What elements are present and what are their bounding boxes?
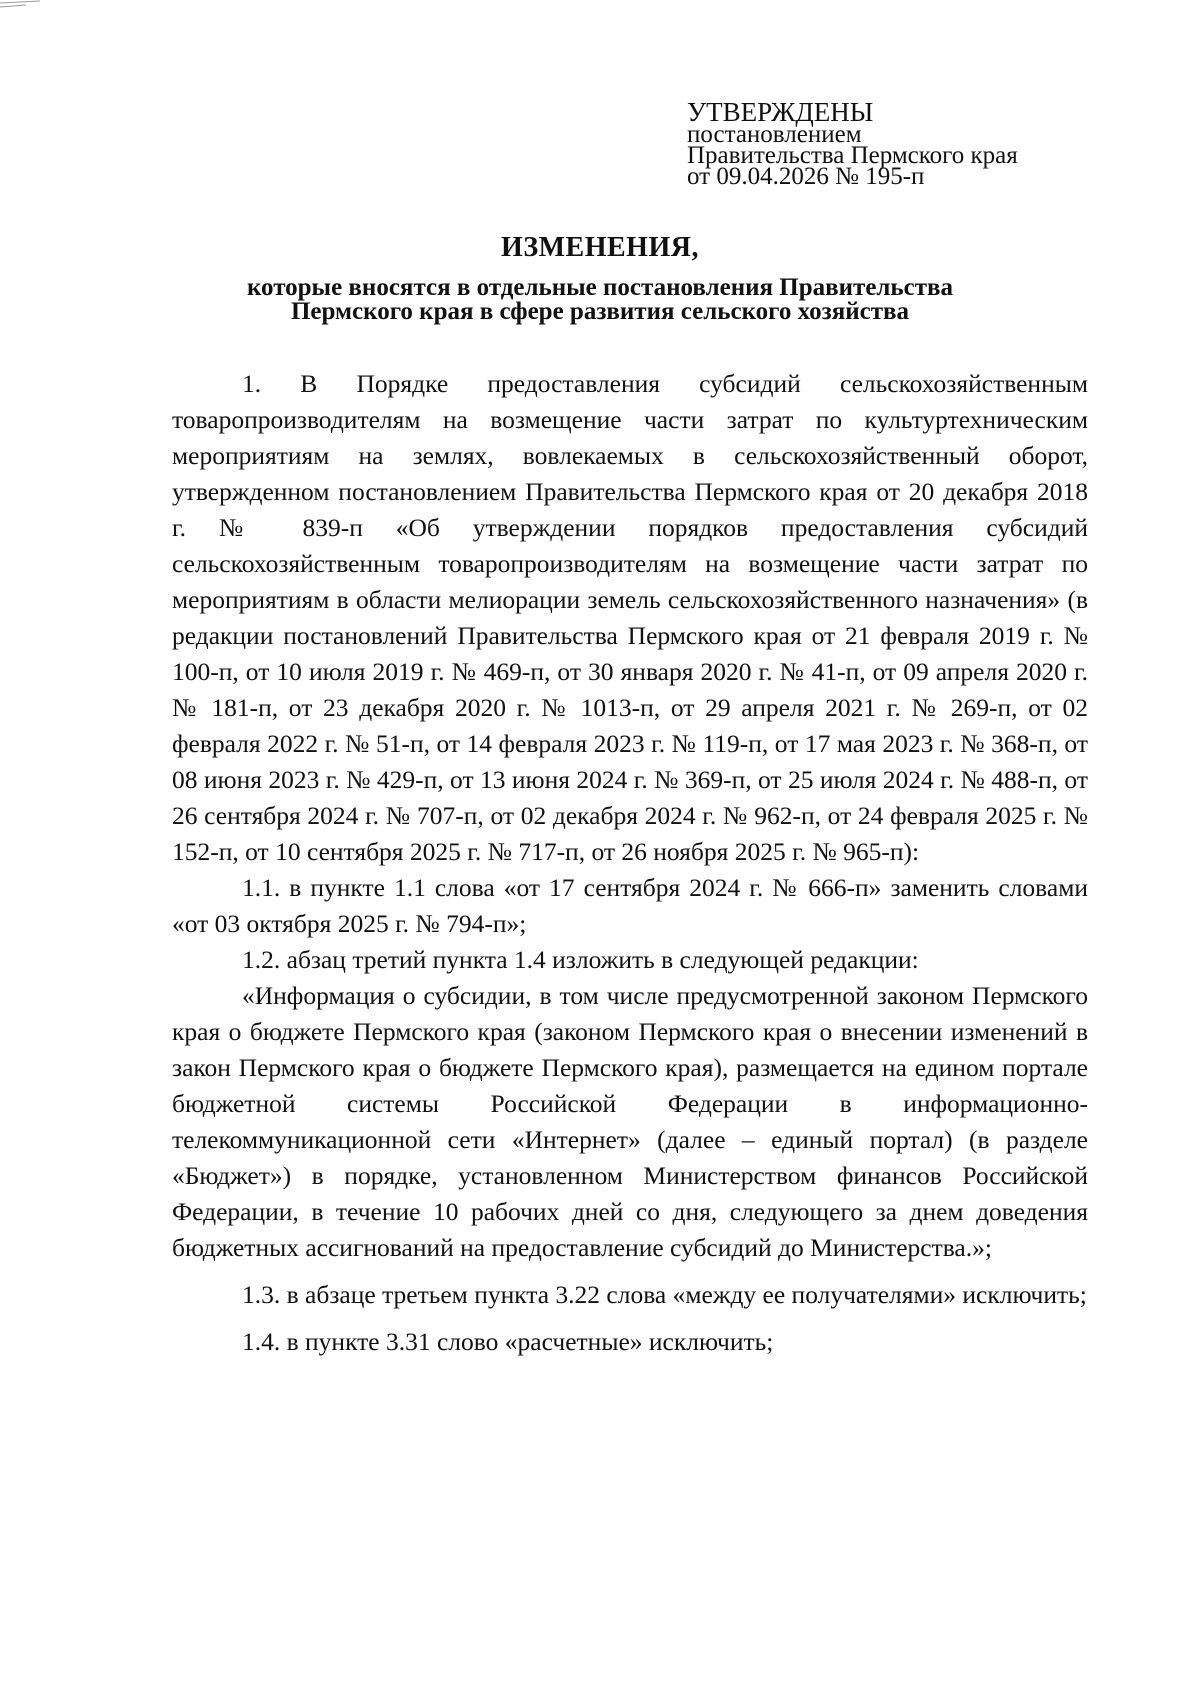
approval-line-2: Правительства Пермского края [687,142,1018,169]
approval-line-3: от 09.04.2026 № 195-п [687,163,925,190]
paragraph-1-1: 1.1. в пункте 1.1 слова «от 17 сентября 2024 г. № 666-п» заменить словами «от 03 октября 2025 г. № 794-п»; [172,873,1088,938]
paragraph-quote: «Информация о субсидии, в том числе предусмотренной законом Пермского края о бюджете Пермского края (законом Пермского края о внесении изменений в закон Пермского края о бюджете Пермского края), размещается на едином портале бюджетной системы Российской Федерации в информационно-телекоммуникационной сети «Интернет» (далее – единый портал) (в разделе «Бюджет») в порядке, установленном Министерством финансов Российской Федерации, в течение 10 рабочих дней со дня, следующего за днем доведения бюджетных ассигнований на предоставление субсидий до Министерства.»; [172,981,1088,1262]
subtitle-line-2: Пермского края в сфере развития сельского хозяйства [290,298,910,325]
approval-stamp-block [687,97,1127,190]
scan-artifact-mark [0,0,60,14]
approval-heading: УТВЕРЖДЕНЫ [687,97,874,127]
approval-line-1: постановлением [687,121,862,148]
subtitle-line-1: которые вносятся в отдельные постановления Правительства [246,274,954,301]
paragraph-1-2: 1.2. абзац третий пункта 1.4 изложить в следующей редакции: [242,945,919,974]
document-body [172,366,1088,1360]
paragraph-1-4: 1.4. в пункте 3.31 слово «расчетные» исключить; [242,1327,774,1356]
paragraph-1-3: 1.3. в абзаце третьем пункта 3.22 слова «между ее получателями» исключить; [242,1280,1087,1309]
document-title: ИЗМЕНЕНИЯ, [501,232,699,263]
document-subtitle [0,276,1200,324]
paragraph-1: 1. В Порядке предоставления субсидий сельскохозяйственным товаропроизводителям на возмещение части затрат по культуртехническим мероприятиям на землях, вовлекаемых в сельскохозяйственный оборот, утвержденном постановлением Правительства Пермского края от 20 декабря 2018 г. № 839-п «Об утверждении порядков предоставления субсидий сельскохозяйственным товаропроизводителям на возмещение части затрат по мероприятиям в области мелиорации земель сельскохозяйственного назначения» (в редакции постановлений Правительства Пермского края от 21 февраля 2019 г. № 100-п, от 10 июля 2019 г. № 469-п, от 30 января 2020 г. № 41-п, от 09 апреля 2020 г. № 181-п, от 23 декабря 2020 г. № 1013-п, от 29 апреля 2021 г. № 269-п, от 02 февраля 2022 г. № 51-п, от 14 февраля 2023 г. № 119-п, от 17 мая 2023 г. № 368-п, от 08 июня 2023 г. № 429-п, от 13 июня 2024 г. № 369-п, от 25 июля 2024 г. № 488-п, от 26 сентября 2024 г. № 707-п, от 02 декабря 2024 г. № 962-п, от 24 февраля 2025 г. № 152-п, от 10 сентября 2025 г. № 717-п, от 26 ноября 2025 г. № 965-п): [172,369,1088,866]
